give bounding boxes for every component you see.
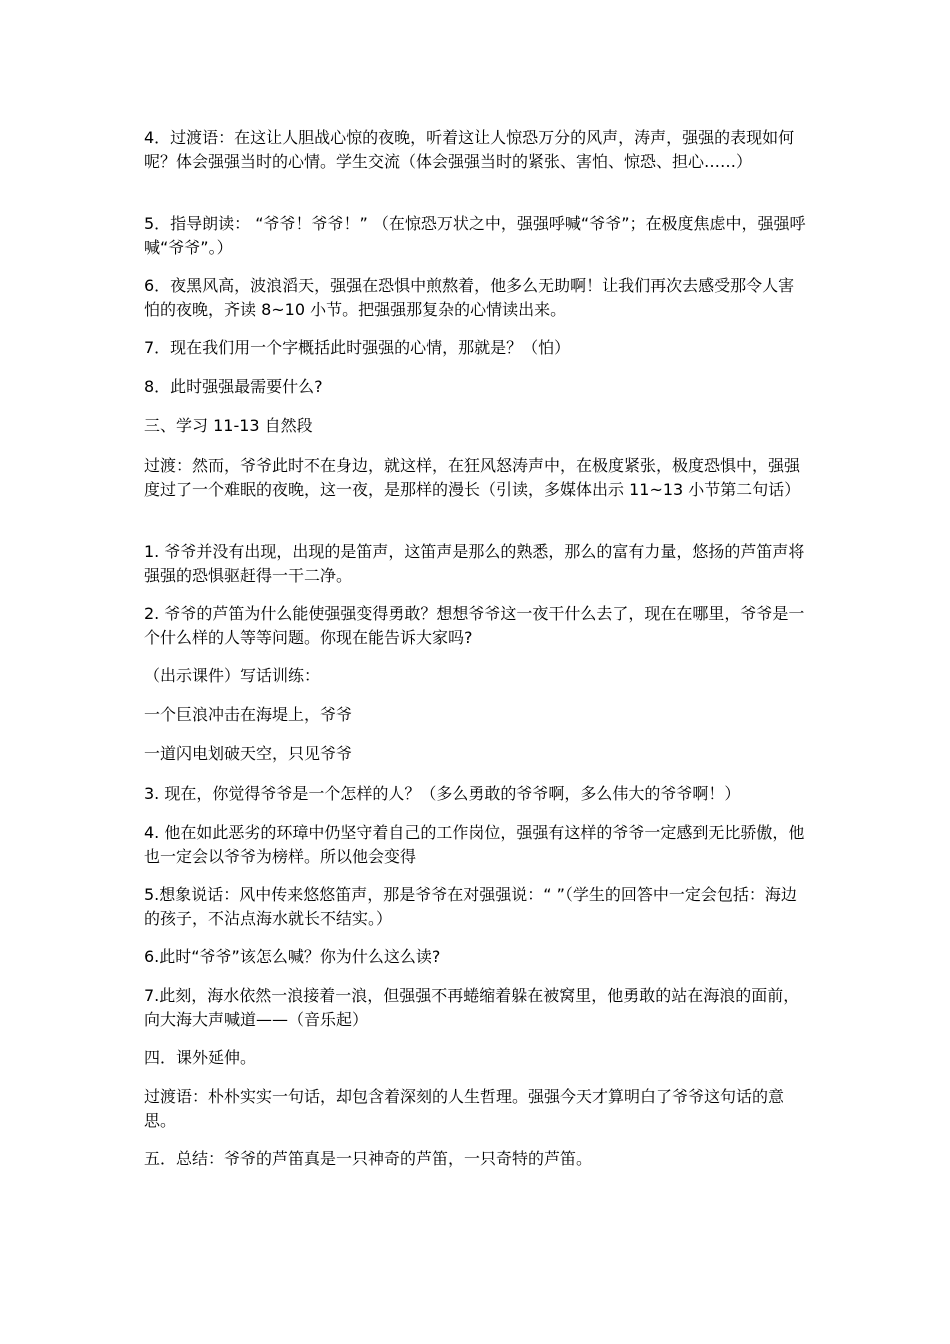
paragraph-4-post: 4. 他在如此恶劣的环璋中仍坚守着自己的工作岗位，强强有这样的爷爷一定感到无比骄傲，他也一定会以爷爷为榜样。所以他会变得	[144, 823, 805, 866]
paragraph-transition-meaning: 过渡语：朴朴实实一句话，却包含着深刻的人生哲理。强强今天才算明白了爷爷这句话的意思。	[144, 1087, 785, 1130]
section-3-heading: 三、学习 11-13 自然段	[144, 416, 313, 435]
paragraph-wave-line: 一个巨浪冲击在海堤上，爷爷	[144, 705, 353, 724]
paragraph-7-mood: 7．现在我们用一个字概括此时强强的心情，那就是？（怕）	[144, 338, 571, 357]
section-5-summary: 五．总结：爷爷的芦笛真是一只神奇的芦笛，一只奇特的芦笛。	[144, 1149, 593, 1168]
section-4-heading: 四．课外延伸。	[144, 1048, 257, 1067]
paragraph-transition-night: 过渡：然而，爷爷此时不在身边，就这样，在狂风怒涛声中，在极度紧张，极度恐惧中，强强度过了一个难眠的夜晚，这一夜，是那样的漫长（引读，多媒体出示 11~13 小节第二句话）	[144, 456, 801, 499]
paragraph-lightning-line: 一道闪电划破天空，只见爷爷	[144, 744, 353, 763]
paragraph-5-imagine: 5.想象说话：风中传来悠悠笛声，那是爷爷在对强强说：“ ”（学生的回答中一定会包括：海边的孩子，不沾点海水就长不结实。）	[144, 885, 797, 928]
paragraph-1-flute: 1. 爷爷并没有出现，出现的是笛声，这笛声是那么的熟悉，那么的富有力量，悠扬的芦笛声将强强的恐惧驱赶得一干二净。	[144, 542, 805, 585]
paragraph-2-question: 2. 爷爷的芦笛为什么能使强强变得勇敢？想想爷爷这一夜干什么去了，现在在哪里，爷爷是一个什么样的人等等问题。你现在能告诉大家吗?	[144, 604, 805, 647]
paragraph-writing-practice: （出示课件）写话训练：	[144, 666, 321, 685]
paragraph-5-reading-guide: 5．指导朗读： “爷爷！爷爷！” （在惊恐万状之中，强强呼喊“爷爷”；在极度焦虑中，强强呼喊“爷爷”。）	[144, 214, 806, 257]
paragraph-8-need: 8．此时强强最需要什么?	[144, 377, 323, 396]
paragraph-6-call: 6.此时“爷爷”该怎么喊？你为什么这么读?	[144, 947, 441, 966]
paragraph-3-grandpa: 3. 现在，你觉得爷爷是一个怎样的人？（多么勇敢的爷爷啊，多么伟大的爷爷啊！）	[144, 784, 741, 803]
paragraph-4-transition: 4．过渡语：在这让人胆战心惊的夜晚，听着这让人惊恐万分的风声，涛声，强强的表现如何呢？体会强强当时的心情。学生交流（体会强强当时的紧张、害怕、惊恐、担心……）	[144, 128, 795, 171]
paragraph-7-shout: 7.此刻，海水依然一浪接着一浪，但强强不再蜷缩着躲在被窝里，他勇敢的站在海浪的面前，向大海大声喊道——（音乐起）	[144, 986, 800, 1029]
paragraph-6-night: 6．夜黑风高，波浪滔天，强强在恐惧中煎熬着，他多么无助啊！让我们再次去感受那令人害怕的夜晚，齐读 8~10 小节。把强强那复杂的心情读出来。	[144, 276, 795, 319]
